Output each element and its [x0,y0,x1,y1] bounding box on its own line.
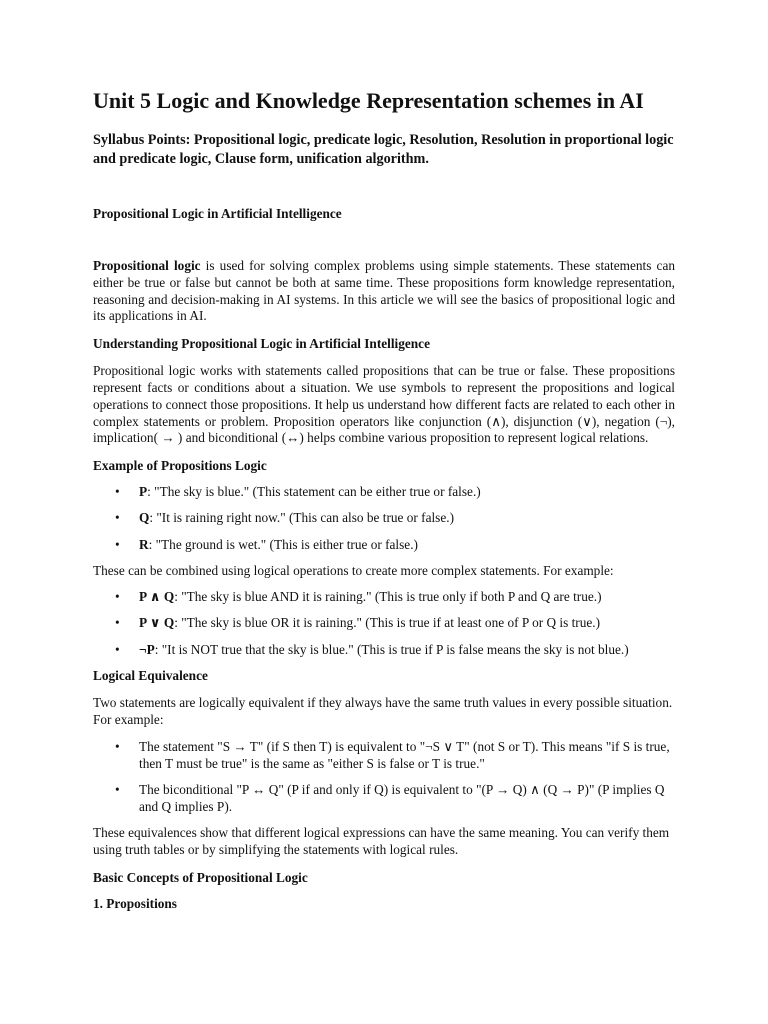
prop-logic-heading: Propositional Logic in Artificial Intelligence [93,206,342,221]
list-item [93,589,675,606]
propositions-heading: 1. Propositions [93,896,177,912]
item-label: Q [139,510,150,526]
equivalence-paragraph: Two statements are logically equivalent if they always have the same truth values in every possible situation. For example: [93,695,673,728]
list-item: • The statement "S → T" (if S then T) is equivalent to "¬S ∨ T" (not S or T). This means "if S is true, then T must be true" is the same as "either S is false or T is true." [93,739,675,773]
item-text: : "It is NOT true that the sky is blue." (This is true if P is false means the sky is not blue.) [154,641,629,657]
understanding-heading: Understanding Propositional Logic in Artificial Intelligence [93,336,430,352]
basic-concepts-heading: Basic Concepts of Propositional Logic [93,870,308,886]
item-label: R [139,536,149,552]
document-body [93,86,675,913]
list-item [93,642,675,659]
list-item [93,615,675,632]
intro-paragraph [93,258,675,325]
list-item [93,510,675,527]
example-heading: Example of Propositions Logic [93,458,267,474]
equivalence-closing-paragraph: These equivalences show that different logical expressions can have the same meaning. You can verify them using truth tables or by simplifying the statements with logical rules. [93,825,670,858]
item-label: P ∨ Q [139,615,175,631]
combined-list [93,589,675,658]
equivalence-heading: Logical Equivalence [93,668,208,684]
list-item [93,484,675,501]
syllabus-points: Syllabus Points: Propositional logic, predicate logic, Resolution, Resolution in proportional logic and predicate logic, Clause form, unification algorithm. [93,132,674,167]
item-text: : "The sky is blue AND it is raining." (This is true only if both P and Q are true.) [174,589,602,605]
item-text: : "The sky is blue." (This statement can be either true or false.) [147,484,481,500]
example-list [93,484,675,553]
combine-paragraph: These can be combined using logical operations to create more complex statements. For example: [93,563,614,579]
item-label: P ∧ Q [139,589,175,605]
item-text: : "It is raining right now." (This can also be true or false.) [149,510,455,526]
item-label: P [139,484,148,500]
item-text: : "The ground is wet." (This is either true or false.) [148,536,418,552]
item-label: ¬P [139,641,155,657]
understanding-paragraph: Propositional logic works with statements called propositions that can be true or false. These propositions represent facts or conditions about a situation. We use symbols to represent the propositions and logical operations to connect those propositions. It help us understand how different facts are related to each other in complex statements or problem. Proposition operators like conjunction (∧), disjunction (∨), negation (¬), implication( → ) and biconditional (↔) helps combine various proposition to represent logical relations. [93,363,675,446]
item-text: : "The sky is blue OR it is raining." (This is true if at least one of P or Q is true.) [174,615,601,631]
page-title: Unit 5 Logic and Knowledge Representation schemes in AI [93,88,644,113]
list-item [93,537,675,554]
equivalence-list [93,739,675,816]
intro-text: is used for solving complex problems using simple statements. These statements can either be true or false but cannot be both at same time. These propositions form knowledge representation, reasoning and decision-making in AI systems. In this article we will see the basics of propositional logic and its applications in AI. [93,258,675,324]
list-item: • The biconditional "P ↔ Q" (P if and only if Q) is equivalent to "(P → Q) ∧ (Q → P)" (P implies Q and Q implies P). [93,782,675,816]
intro-bold-lead: Propositional logic [93,258,201,273]
